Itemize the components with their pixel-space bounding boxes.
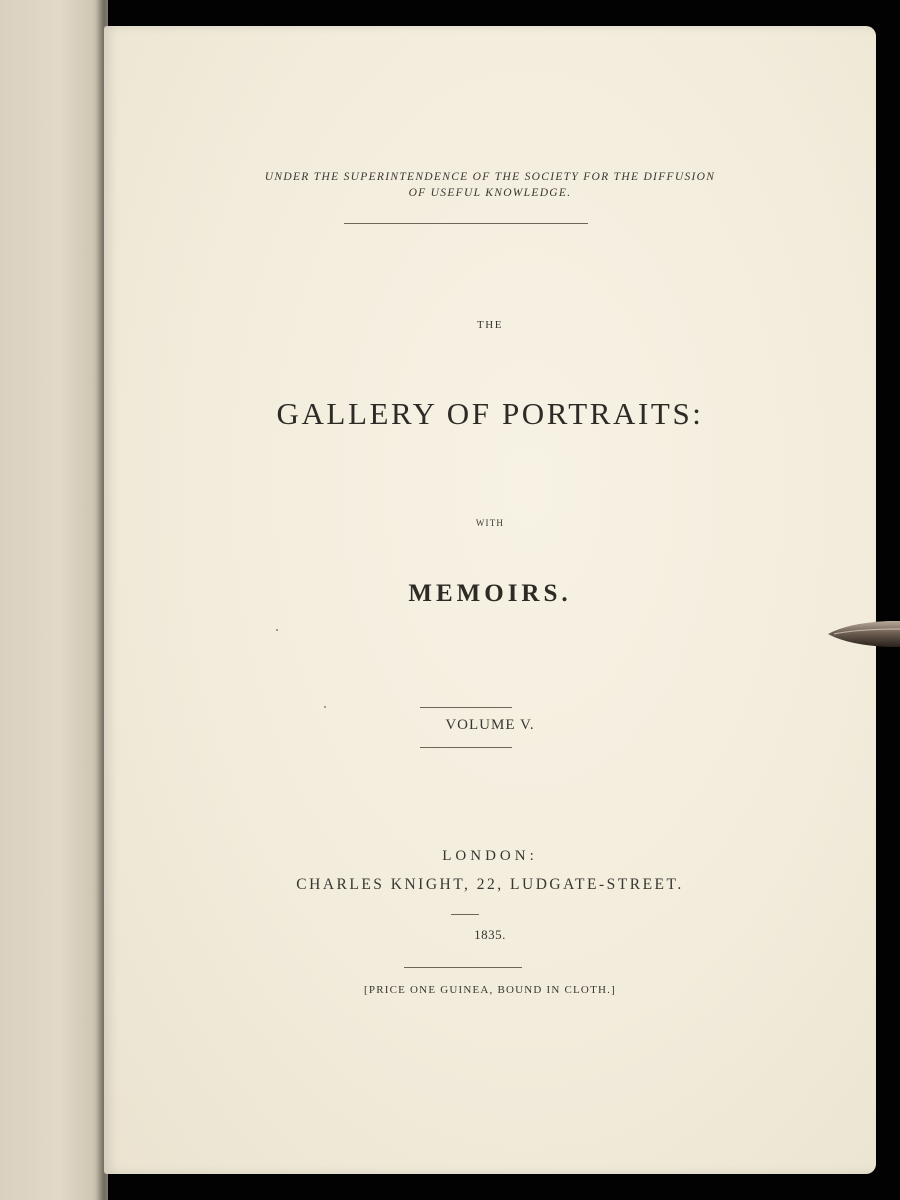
divider-rule	[420, 747, 512, 748]
paper-speck	[324, 706, 326, 708]
article-the: THE	[477, 319, 503, 331]
price-note: [PRICE ONE GUINEA, BOUND IN CLOTH.]	[364, 984, 616, 996]
superintendence-line: UNDER THE SUPERINTENDENCE OF THE SOCIETY FOR THE DIFFUSION OF USEFUL KNOWLEDGE.	[264, 171, 716, 199]
book-title: GALLERY OF PORTRAITS:	[276, 396, 704, 431]
volume-label: VOLUME V.	[445, 717, 535, 733]
imprint-city: LONDON:	[442, 848, 538, 864]
facing-page	[0, 0, 108, 1200]
divider-rule	[451, 914, 479, 915]
paper-speck	[276, 629, 278, 631]
memoirs-heading: MEMOIRS.	[408, 580, 572, 607]
divider-rule	[404, 967, 522, 968]
divider-rule	[420, 707, 512, 708]
divider-rule	[344, 223, 588, 224]
imprint-publisher: CHARLES KNIGHT, 22, LUDGATE-STREET.	[296, 876, 684, 893]
with-word: WITH	[475, 518, 505, 528]
title-page	[104, 26, 876, 1174]
imprint-year: 1835.	[474, 927, 506, 942]
pen-tip-icon	[828, 615, 900, 653]
